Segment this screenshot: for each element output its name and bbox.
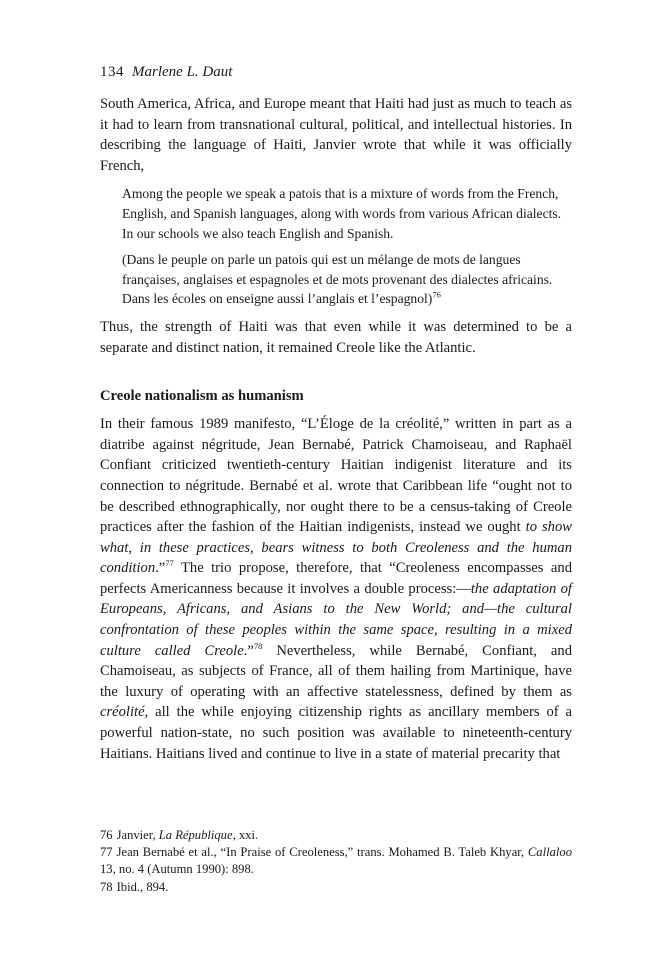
footnote-title: La République <box>158 828 233 842</box>
p3-italic-creolite: créolité <box>100 704 145 721</box>
block-quote-french-text: (Dans le peuple on parle un patois qui est un mélange de mots de langues françaises, anglaises et espagnoles et de mots provenant des dialectes africains. Dans les écoles on enseigne aussi l’anglais et l’espagnol) <box>122 252 553 307</box>
p3-text-a: In their famous 1989 manifesto, “L’Éloge de la créolité,” written in part as a diatribe against négritude, Jean Bernabé, Patrick Chamoiseau, and Raphaël Confiant criticized twentieth-century Haitian indigenist literature and its connection to négritude. Bernabé et al. wrote that Caribbean life “ought not to be described ethnographically, nor ought there to be a census-taking of Creole practices after the fashion of the Haitian indigenists, instead we ought <box>100 416 572 536</box>
footnote-ref-77[interactable]: 77 <box>165 558 174 569</box>
running-head <box>100 62 572 82</box>
p3-text-c: .” <box>155 560 166 577</box>
footnote-text: , xxi. <box>232 828 259 842</box>
footnote-78 <box>100 879 572 896</box>
block-quote-english: Among the people we speak a patois that is a mixture of words from the French, English, and Spanish languages, along with words from various African dialects. In our schools we also teach English and Spanish. <box>122 186 562 241</box>
p3-italic-quote-1: to show what, in these practices, bears witness to both Creoleness and the human condition <box>100 519 573 577</box>
footnote-text: Janvier, <box>116 828 159 842</box>
p3-italic-quote-2: the adaptation of Europeans, Africans, and Asians to the New World; and—the cultural confrontation of these peoples within the same space, resulting in a mixed culture called Creole <box>100 580 572 659</box>
footnote-ref-78[interactable]: 78 <box>253 640 263 651</box>
footnote-number: 77 <box>100 845 113 860</box>
paragraph-conclusion: Thus, the strength of Haiti was that even while it was determined to be a separate and distinct nation, it remained Creole like the Atlantic. <box>100 318 572 356</box>
block-quote-french <box>122 250 572 309</box>
footnote-text: Ibid., 894. <box>116 879 169 894</box>
footnote-title: Callaloo <box>527 845 572 860</box>
footnote-77 <box>100 844 572 878</box>
p3-text-f: .” <box>243 642 254 659</box>
paragraph-intro: South America, Africa, and Europe meant that Haiti had just as much to teach as it had to learn from transnational cultural, political, and intellectual histories. In describing the language of Haiti, Janvier wrote that while it was officially French, <box>100 96 572 174</box>
footnote-text: 13, no. 4 (Autumn 1990): 898. <box>100 862 254 877</box>
section-heading: Creole nationalism as humanism <box>100 388 304 405</box>
footnote-number: 78 <box>100 879 113 894</box>
footnote-ref-76[interactable]: 76 <box>432 289 441 300</box>
footnote-number: 76 <box>100 828 113 842</box>
p3-text-i: , all the while enjoying citizenship rights as ancillary members of a powerful nation-state, no such position was available to nineteenth-century Haitians. Haitians lived and continue to live in a state of material precarity that <box>100 704 572 762</box>
p3-text-d: The trio propose, therefore, that “Creoleness encompasses and perfects Americanness because it involves a double process:— <box>100 560 572 597</box>
page-content <box>100 62 572 764</box>
footnote-text: Jean Bernabé et al., “In Praise of Creoleness,” trans. Mohamed B. Taleb Khyar, <box>116 845 528 860</box>
page-number: 134 <box>100 64 124 80</box>
footnote-76 <box>100 827 572 844</box>
running-head-author: Marlene L. Daut <box>132 64 233 80</box>
paragraph-creole-nationalism <box>100 414 572 764</box>
p3-text-g: Nevertheless, while Bernabé, Confiant, and Chamoiseau, as subjects of France, all of them hailing from Martinique, have the luxury of operating with an affective statelessness, defined by them as <box>100 642 572 700</box>
footnotes <box>100 827 572 896</box>
